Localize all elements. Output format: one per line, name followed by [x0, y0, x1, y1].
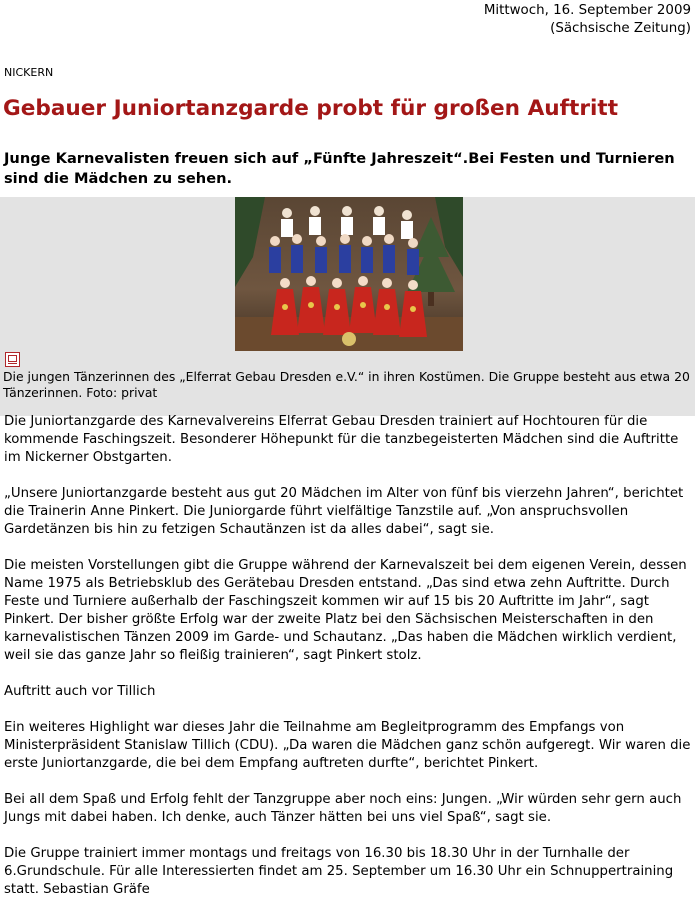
- photo-box: [0, 197, 695, 416]
- intertitle: Auftritt auch vor Tillich: [4, 684, 156, 699]
- photo-caption: Die jungen Tänzerinnen des „Elferrat Gebau Dresden e.V.“ in ihren Kostümen. Die Gruppe besteht aus etwa 20 Tänzerinnen. Foto: privat: [3, 369, 690, 400]
- publication-source: (Sächsische Zeitung): [550, 21, 691, 36]
- paragraph: Ein weiteres Highlight war dieses Jahr die Teilnahme am Begleitprogramm des Empfangs von Ministerpräsident Stanislaw Tillich (CDU). „Da waren die Mädchen ganz schön aufgeregt. Wir waren die erste Juniortanzgarde, die bei dem Empfang auftreten durfte“, berichtet Pinkert.: [4, 720, 691, 771]
- paragraph: Die Gruppe trainiert immer montags und freitags von 16.30 bis 18.30 Uhr in der Turnhalle der 6.Grundschule. Für alle Interessierten findet am 25. September um 16.30 Uhr ein Schnuppertraining statt. Sebastian Gräfe: [4, 846, 674, 897]
- paragraph: Die meisten Vorstellungen gibt die Gruppe während der Karnevalszeit bei dem eigenen Verein, dessen Name 1975 als Betriebsklub des Gerätebau Dresden entstand. „Das sind etwa zehn Auftritte. Durch Feste und Turniere außerhalb der Faschingszeit kommen wir auf 15 bis 20 Auftritte im Jahr“, sagt Pinkert. Der bisher größte Erfolg war der zweite Platz bei den Sächsischen Meisterschaften in den karnevalistischen Tänzen 2009 im Garde- und Schautanz. „Das haben die Mädchen wirklich verdient, weil sie das ganze Jahr so fleißig trainieren“, sagt Pinkert stolz.: [4, 558, 687, 663]
- article-body: [4, 413, 694, 917]
- publication-date: Mittwoch, 16. September 2009: [483, 3, 691, 18]
- paragraph: Bei all dem Spaß und Erfolg fehlt der Tanzgruppe aber noch eins: Jungen. „Wir würden sehr gern auch Jungs mit dabei haben. Ich denke, auch Tänzer hätten bei uns viel Spaß“, sagt sie.: [4, 792, 682, 825]
- paragraph: Die Juniortanzgarde des Karnevalvereins Elferrat Gebau Dresden trainiert auf Hochtouren für die kommende Faschingszeit. Besonderer Höhepunkt für die tanzbegeisterten Mädchen sind die Auftritte im Nickerner Obstgarten.: [4, 414, 679, 465]
- article-subhead: Junge Karnevalisten freuen sich auf „Fünfte Jahreszeit“.Bei Festen und Turnieren sind die Mädchen zu sehen.: [4, 150, 675, 187]
- article-headline: Gebauer Juniortanzgarde probt für großen Auftritt: [3, 96, 619, 121]
- dateline: [391, 2, 691, 38]
- section-label: NICKERN: [4, 66, 54, 79]
- paragraph: „Unsere Juniortanzgarde besteht aus gut 20 Mädchen im Alter von fünf bis vierzehn Jahren“, berichtet die Trainerin Anne Pinkert. Die Juniorgarde führt vielfältige Tanzstile auf. „Von anspruchsvollen Gardetänzen bis hin zu fetzigen Schautänzen ist da alles dabei“, sagt sie.: [4, 486, 684, 537]
- enlarge-image-icon[interactable]: [5, 352, 20, 367]
- group-photo: [235, 197, 463, 351]
